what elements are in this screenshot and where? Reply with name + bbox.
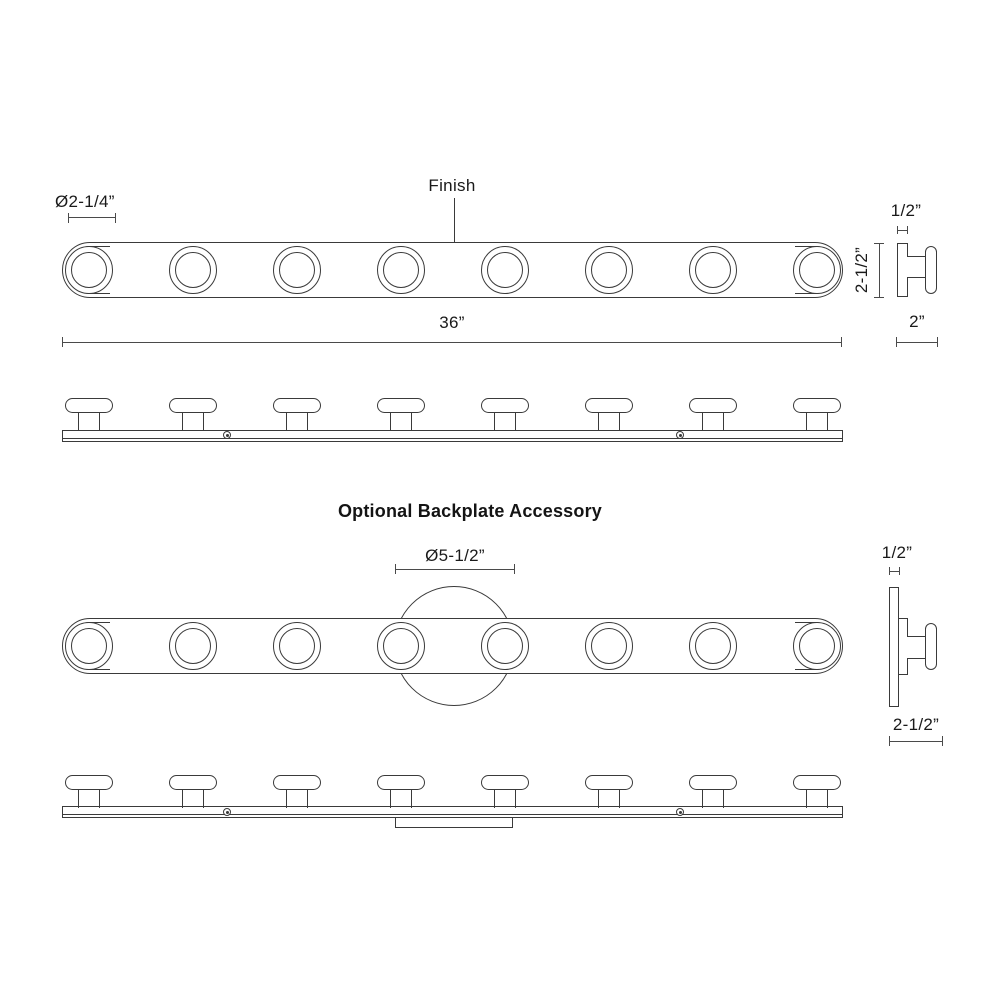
backplate-diameter-label: Ø5-1/2” (425, 546, 485, 565)
knob-stem-top (806, 412, 828, 431)
knob-cap-top (273, 775, 321, 790)
knob-face-inner (279, 628, 315, 664)
knob-diameter-dimension-line (68, 217, 116, 218)
knob-face-inner (383, 628, 419, 664)
screw (676, 431, 684, 439)
knob-stem-top (182, 412, 204, 431)
knob-stem-profile (907, 636, 926, 659)
fixture-top-view (62, 398, 845, 444)
knob-cap-top (377, 775, 425, 790)
knob-face-inner (279, 252, 315, 288)
knob-cap-top (689, 775, 737, 790)
bar-top-view (62, 430, 843, 442)
knob-stem-top (598, 412, 620, 431)
knob-face (377, 246, 425, 294)
dimension-tick (395, 564, 396, 574)
knob-face (377, 622, 425, 670)
screw (223, 431, 231, 439)
knob-stem-top (390, 412, 412, 431)
overall-width-dimension-line (62, 342, 842, 343)
screw-slot (679, 434, 682, 437)
knob-stem-top (494, 412, 516, 431)
dimension-tick (115, 213, 116, 223)
backplate-heading: Optional Backplate Accessory (337, 501, 603, 521)
dimension-tick (896, 337, 897, 347)
knob-face (65, 622, 113, 670)
knob-face-inner (799, 628, 835, 664)
knob-stem-top (390, 789, 412, 808)
dimension-tick (514, 564, 515, 574)
dimension-tick (68, 213, 69, 223)
knob-cap-top (377, 398, 425, 413)
knob-face (65, 246, 113, 294)
knob-face (169, 622, 217, 670)
screw (676, 808, 684, 816)
knob-stem-top (806, 789, 828, 808)
knob-stem-profile (907, 256, 926, 278)
bar-height-dimension-line (879, 243, 880, 297)
dimension-tick (937, 337, 938, 347)
knob-cap-top (273, 398, 321, 413)
dimension-tick (62, 337, 63, 347)
overall-width-label: 36” (439, 313, 465, 332)
screw-slot (226, 811, 229, 814)
knob-face (793, 622, 841, 670)
knob-face (585, 246, 633, 294)
overall-depth-label: 2” (909, 312, 925, 331)
backplate-top-view (62, 775, 845, 830)
knob-face-inner (591, 252, 627, 288)
finish-label: Finish (428, 176, 476, 195)
knob-face-inner (799, 252, 835, 288)
knob-face-inner (487, 628, 523, 664)
knob-face-inner (487, 252, 523, 288)
knob-cap-top (793, 775, 841, 790)
knob-stem-top (286, 412, 308, 431)
knob-face (273, 622, 321, 670)
knob-face-inner (71, 252, 107, 288)
knob-cap-top (585, 398, 633, 413)
knob-stem-top (494, 789, 516, 808)
knob-cap-top (65, 775, 113, 790)
knob-stem-top (702, 412, 724, 431)
backplate-edge (395, 817, 513, 828)
knob-face-inner (175, 252, 211, 288)
knob-diameter-label: Ø2-1/4” (55, 192, 115, 211)
knob-cap-top (481, 775, 529, 790)
knob-face (793, 246, 841, 294)
knob-face-inner (383, 252, 419, 288)
knob-face (481, 622, 529, 670)
knob-face (273, 246, 321, 294)
dimension-tick (889, 736, 890, 746)
backplate-thickness-label: 1/2” (881, 543, 913, 562)
bar-thickness-label: 1/2” (890, 201, 922, 220)
knob-face (585, 622, 633, 670)
dimension-tick (874, 243, 884, 244)
knob-face-inner (175, 628, 211, 664)
knob-stem-top (78, 789, 100, 808)
knob-face (689, 246, 737, 294)
knob-cap-top (793, 398, 841, 413)
backplate-depth-label: 2-1/2” (892, 715, 940, 734)
knob-cap-top (481, 398, 529, 413)
backplate-front-view (62, 618, 843, 674)
bar-height-label: 2-1/2” (852, 246, 871, 294)
knob-cap-top (689, 398, 737, 413)
dimension-tick (874, 297, 884, 298)
knob-cap-profile (925, 246, 937, 294)
screw-slot (226, 434, 229, 437)
overall-depth-dimension-line (896, 342, 938, 343)
bar-edge-line (63, 814, 842, 815)
knob-face-inner (71, 628, 107, 664)
bar-thickness-dimension-line (897, 230, 908, 231)
knob-stem-top (182, 789, 204, 808)
fixture-front-view (62, 242, 843, 298)
knob-stem-top (598, 789, 620, 808)
knob-cap-top (169, 775, 217, 790)
knob-stem-top (286, 789, 308, 808)
backplate-diameter-dimension-line (395, 569, 515, 570)
knob-face (689, 622, 737, 670)
screw (223, 808, 231, 816)
knob-cap-profile (925, 623, 937, 670)
knob-face (169, 246, 217, 294)
knob-face-inner (695, 628, 731, 664)
screw-slot (679, 811, 682, 814)
dimension-tick (841, 337, 842, 347)
dimension-tick (942, 736, 943, 746)
backplate-depth-dimension-line (889, 741, 943, 742)
knob-stem-top (702, 789, 724, 808)
knob-face-inner (695, 252, 731, 288)
knob-cap-top (65, 398, 113, 413)
knob-face-inner (591, 628, 627, 664)
knob-cap-top (585, 775, 633, 790)
knob-cap-top (169, 398, 217, 413)
knob-stem-top (78, 412, 100, 431)
bar-edge-line (63, 438, 842, 439)
backplate-thickness-dimension-line (889, 571, 900, 572)
knob-face (481, 246, 529, 294)
